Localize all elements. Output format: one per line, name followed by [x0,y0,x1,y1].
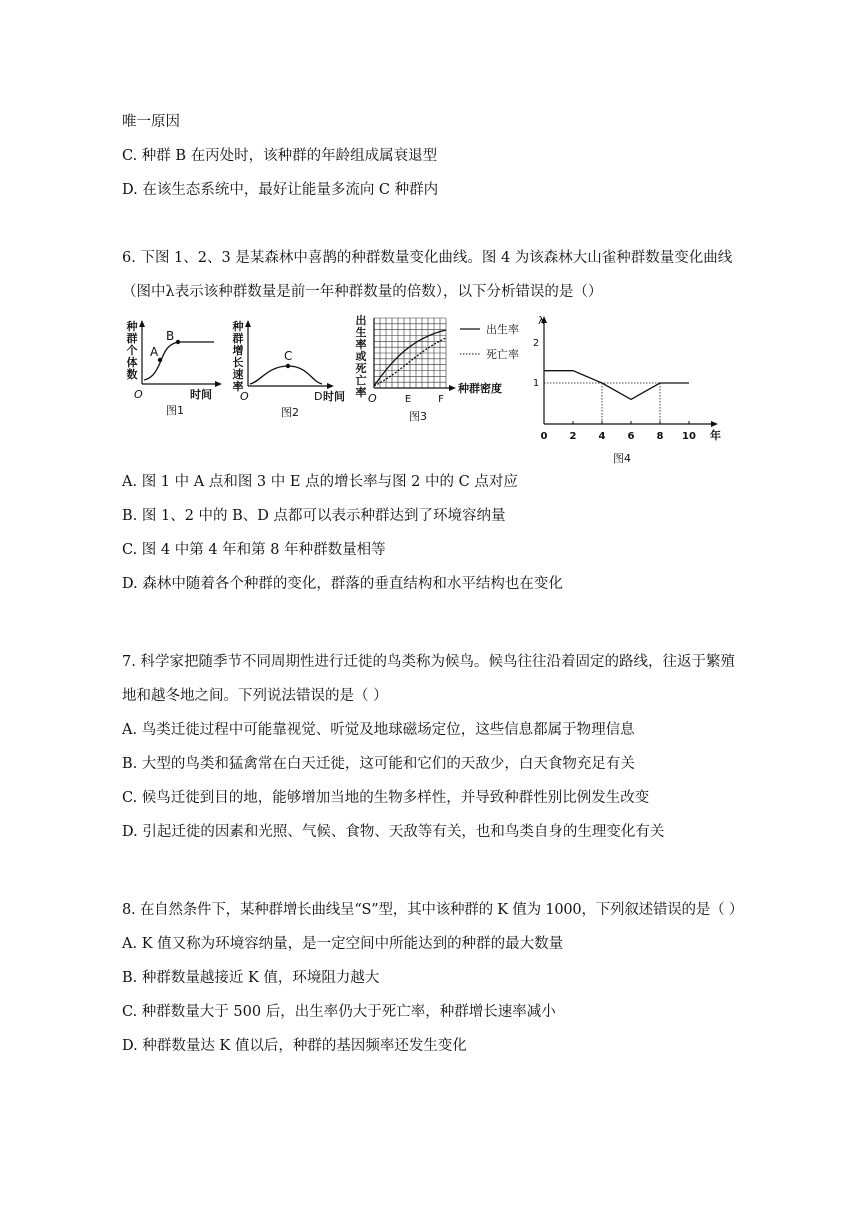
question-7-option-b: B. 大型的鸟类和猛禽常在白天迁徙，这可能和它们的天敌少，白天食物充足有关 [122,756,635,772]
svg-text:数: 数 [126,368,138,381]
fig4-ytick-1: 1 [532,378,540,389]
figure-2 [226,318,350,418]
arrow-up-icon [139,320,145,327]
fig1-caption: 图1 [166,404,184,417]
fig2-caption: 图2 [281,406,299,418]
fig4-lambda-line [544,371,689,400]
option-d: D. 在该生态系统中，最好让能量多流向 C 种群内 [122,182,439,198]
fig3-origin: O [368,392,377,405]
figure-1 [120,318,230,418]
svg-text:出: 出 [355,314,367,327]
fig3-grid [374,318,446,388]
fig3-tick-e: E [404,394,412,405]
fig2-curve [250,366,322,384]
question-6-option-c: C. 图 4 中第 4 年和第 8 年种群数量相等 [122,542,386,558]
question-8-option-c: C. 种群数量大于 500 后，出生率仍大于死亡率，种群增长速率减小 [122,1004,556,1020]
svg-text:率: 率 [232,380,244,393]
fig2-label-d: D [314,390,323,403]
figure-3 [352,312,530,424]
question-8-option-b: B. 种群数量越接近 K 值，环境阻力越大 [122,970,380,986]
arrow-right-icon [215,381,222,387]
svg-text:或: 或 [355,350,367,363]
svg-text:群: 群 [126,332,138,345]
question-8-option-d: D. 种群数量达 K 值以后，种群的基因频率还发生变化 [122,1038,467,1054]
svg-text:增: 增 [232,344,244,357]
x-tick-label: 10 [682,431,696,442]
fig3-xlabel: 种群密度 [458,382,502,395]
svg-text:个: 个 [126,344,138,357]
arrow-up-icon [245,320,251,327]
question-6-option-d: D. 森林中随着各个种群的变化，群落的垂直结构和水平结构也在变化 [122,576,563,592]
fig1-point-a [158,358,162,362]
arrow-right-icon [449,385,456,391]
fig3-tick-f: F [438,394,444,405]
fig1-point-b [176,340,180,344]
svg-text:速: 速 [232,368,244,381]
fig1-label-a: A [150,345,159,359]
x-tick-label: 0 [540,431,548,442]
arrow-right-icon [327,383,334,389]
question-7-stem-cont: 地和越冬地之间。下列说法错误的是（ ） [122,688,388,704]
question-8-option-a: A. K 值又称为环境容纳量，是一定空间中所能达到的种群的最大数量 [122,936,564,952]
fig4-caption: 图4 [613,452,631,465]
question-7-option-d: D. 引起迁徙的因素和光照、气候、食物、天敌等有关，也和鸟类自身的生理变化有关 [122,824,665,840]
svg-text:死: 死 [355,362,367,375]
fig1-origin: O [134,388,143,401]
fig3-caption: 图3 [409,410,427,423]
fig2-point-c [286,364,290,368]
fig1-ylabel [126,319,138,381]
fig2-origin: O [240,390,249,403]
text-line: 唯一原因 [122,114,180,130]
question-7-stem: 7. 科学家把随季节不同周期性进行迁徙的鸟类称为候鸟。候鸟往往沿着固定的路线，往返于繁殖 [122,654,735,670]
svg-text:生: 生 [355,326,367,339]
svg-text:群: 群 [232,332,244,345]
question-6-stem-cont: （图中λ表示该种群数量是前一年种群数量的倍数），以下分析错误的是（） [122,284,603,300]
question-8-stem: 8. 在自然条件下，某种群增长曲线呈“S”型，其中该种群的 K 值为 1000，下列叙述错误的是（ ） [122,902,744,918]
fig2-label-c: C [284,349,293,363]
question-6-option-a: A. 图 1 中 A 点和图 3 中 E 点的增长率与图 2 中的 C 点对应 [122,474,518,490]
option-c: C. 种群 B 在丙处时，该种群的年龄组成属衰退型 [122,148,438,164]
fig4-ylabel: λ [538,314,545,327]
figure-4 [530,312,730,472]
fig4-x-unit: 年 [710,429,721,442]
fig3-ylabel [356,313,367,399]
fig1-label-b: B [166,329,175,343]
svg-text:种: 种 [126,320,138,333]
svg-text:体: 体 [126,356,138,369]
fig2-ylabel [232,319,244,393]
question-7-option-c: C. 候鸟迁徙到目的地，能够增加当地的生物多样性，并导致种群性别比例发生改变 [122,790,650,806]
svg-text:亡: 亡 [355,374,367,387]
question-7-option-a: A. 鸟类迁徙过程中可能靠视觉、听觉及地球磁场定位，这些信息都属于物理信息 [122,722,635,738]
x-tick-label: 8 [656,431,664,442]
svg-text:种: 种 [232,320,244,333]
x-tick-label: 6 [627,431,635,442]
x-tick-label: 2 [569,431,577,442]
svg-text:率: 率 [355,386,367,399]
question-6-stem: 6. 下图 1、2、3 是某森林中喜鹊的种群数量变化曲线。图 4 为该森林大山雀种群数量变化曲线 [122,250,733,266]
fig4-ytick-2: 2 [532,338,540,349]
svg-text:长: 长 [232,356,244,369]
x-tick-label: 4 [598,431,606,442]
fig3-legend-birth: 出生率 [486,323,519,336]
arrow-right-icon [711,421,718,427]
fig1-xlabel: 时间 [190,388,212,401]
svg-text:率: 率 [355,338,367,351]
question-6-option-b: B. 图 1、2 中的 B、D 点都可以表示种群达到了环境容纳量 [122,508,506,524]
fig3-legend-death: 死亡率 [486,348,519,361]
fig2-xlabel: 时间 [323,390,345,403]
